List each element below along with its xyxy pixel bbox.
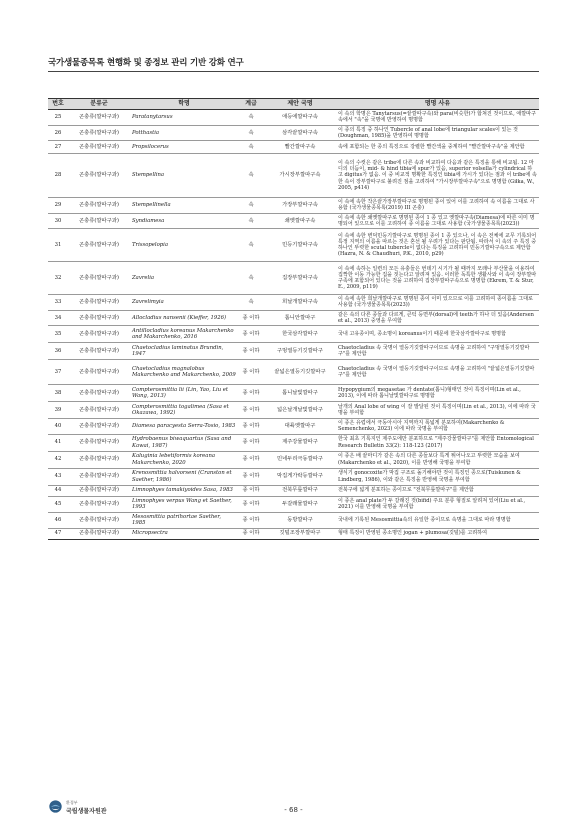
row-rank: 속 [238,125,264,141]
table-row [48,154,539,198]
table-row [48,402,539,419]
row-scientific-name: Diamesa paracyesta Serra-Tosio, 1983 [130,419,238,435]
row-taxon: 곤충류(깔따구과) [68,198,130,214]
row-taxon: 곤충류(깔따구과) [68,125,130,141]
row-number: 25 [48,110,68,126]
row-proposed-name: 구멍열등기깃깔따구 [264,343,336,360]
row-taxon: 곤충류(깔따구과) [68,154,130,198]
table-row [48,485,539,496]
row-number: 35 [48,326,68,343]
naming-table [48,98,539,540]
row-reason: 이 속에 속한 쇄옛깔따구로 명명된 종이 1 종 있고 옛깔따구속(Diamesa)에 따른 이미 명명되어 있으므로 이를 고려하여 종 이름을 그대로 사용함 (국가생물종목록(2023)) [336,213,539,229]
table-row [48,198,539,214]
row-number: 29 [48,198,68,214]
row-proposed-name: 집장부깔따구속 [264,262,336,295]
row-number: 45 [48,496,68,512]
row-scientific-name: Zavrelimyia [130,295,238,311]
row-rank: 속 [238,295,264,311]
table-row [48,213,539,229]
row-proposed-name: 삼각끝깔따구속 [264,125,336,141]
table-row [48,125,539,141]
row-rank: 종 이하 [238,326,264,343]
row-proposed-name: 제주강물깔따구 [264,434,336,451]
row-reason: 한국 최초 기록지인 제주도에만 분포하므로 "제주강물깔따구"를 제안함 Entomological Research Bulletin 33(2): 118-123 (2017) [336,434,539,451]
row-reason: 형태 특징이 반영된 종소명인 jogan + plumosa(깃털)를 고려하여 [336,528,539,539]
table-row [48,468,539,485]
row-taxon: 곤충류(깔따구과) [68,434,130,451]
row-proposed-name: 동방깔따구 [264,512,336,528]
header-divider [48,71,539,72]
row-reason: 속에 포함되는 한 종의 특징으로 강렬한 빨간색을 중계하여 "빨간깔따구속"을 제안함 [336,141,539,154]
row-scientific-name: Syndiamesa [130,213,238,229]
row-taxon: 곤충류(깔따구과) [68,451,130,468]
running-header: 국가생물종목록 현행화 및 종정보 관리 기반 강화 연구 [48,58,244,68]
row-scientific-name: Krenosmittia halvorseni (Cranston et Saether, 1986) [130,468,238,485]
row-scientific-name: Trissopelopia [130,229,238,262]
row-rank: 속 [238,141,264,154]
row-scientific-name: Mesosmittia patrihortae Saether, 1985 [130,512,238,528]
row-taxon: 곤충류(깔따구과) [68,213,130,229]
row-rank: 종 이하 [238,385,264,402]
row-number: 28 [48,154,68,198]
row-reason: 이 종은 유럽에서 극동아시아 지역까지 폭넓게 분포하여(Makarchenko & Semenchenko, 2023) 이에 따라 국명을 부여함 [336,419,539,435]
row-reason: Hypopygium의 megasetae 가 dentate(톱니)형태인 것이 특징이며(Lin et al., 2013), 이에 따라 톱니날빛깔따구로 명명함 [336,385,539,402]
page-number: - 68 - [284,806,303,814]
table-row [48,512,539,528]
row-proposed-name: 한국삼각깔따구 [264,326,336,343]
row-proposed-name: 넓은날개날빛깔따구 [264,402,336,419]
row-rank: 종 이하 [238,485,264,496]
row-rank: 종 이하 [238,419,264,435]
row-rank: 종 이하 [238,451,264,468]
row-rank: 종 이하 [238,402,264,419]
table-row [48,310,539,326]
row-proposed-name: 가장부깔따구속 [264,198,336,214]
row-proposed-name: 쇄옛깔따구속 [264,213,336,229]
row-number: 41 [48,434,68,451]
row-taxon: 곤충류(깔따구과) [68,360,130,385]
row-number: 30 [48,213,68,229]
row-number: 38 [48,385,68,402]
row-number: 33 [48,295,68,311]
row-scientific-name: Compterosmittia lii (Lin, Yao, Liu et Wang, 2013) [130,385,238,402]
table-row [48,262,539,295]
row-proposed-name: 희날개깔따구속 [264,295,336,311]
column-header-taxon: 분류군 [68,99,130,110]
row-proposed-name: 빨간깔따구속 [264,141,336,154]
table-row [48,295,539,311]
row-taxon: 곤충류(깔따구과) [68,496,130,512]
row-taxon: 곤충류(깔따구과) [68,110,130,126]
naming-table-container [48,98,539,540]
row-proposed-name: 막집게가락등깔따구 [264,468,336,485]
row-proposed-name: 깃털조장부깔따구 [264,528,336,539]
row-taxon: 곤충류(깔따구과) [68,326,130,343]
row-reason: Chaetocladius 속 국명이 열등기깃깔따구이므로 속명을 고려하여 "구멍열등기깃깔따구"를 제안함 [336,343,539,360]
row-proposed-name: 민네두리극동깔따구 [264,451,336,468]
row-number: 43 [48,468,68,485]
row-proposed-name: 가시장부깔따구속 [264,154,336,198]
row-proposed-name: 두갈래물깔따구 [264,496,336,512]
column-header-rank: 계급 [238,99,264,110]
row-scientific-name: Paratanytarsus [130,110,238,126]
row-rank: 종 이하 [238,528,264,539]
row-taxon: 곤충류(깔따구과) [68,229,130,262]
row-taxon: 곤충류(깔따구과) [68,141,130,154]
row-reason: 이 속에 속하는 일련의 모든 유충들은 번데기 시기가 될 때까지 모래나 부산물을 이용하여 집짝한 이동 가능한 집을 짓는다고 알려져 있음. 이러한 독특한 생활사와 이 속이 장부깔따구족에 포함되어 있다는 것을 고려하여 집장부깔따구속으로 명명함 (Ekrem, T. & Stur, E., 2009, p119) [336,262,539,295]
table-row [48,385,539,402]
row-proposed-name: 톱니안깔따구 [264,310,336,326]
row-scientific-name: Hydrobaenus biwaquartus (Sasa and Kawai, 1987) [130,434,238,451]
row-taxon: 곤충류(깔따구과) [68,295,130,311]
table-row [48,343,539,360]
row-reason: 이 종은 anal plate가 두 갈래진 것(bifid) 주요 분류 형질로 알려져 있어(Liu et al., 2021) 이를 반영해 국명을 부여함 [336,496,539,512]
row-scientific-name: Stempellinella [130,198,238,214]
row-scientific-name: Limnophyes tamakiyoides Sasa, 1983 [130,485,238,496]
column-header-no: 번호 [48,99,68,110]
column-header-proposed-name: 제안 국명 [264,99,336,110]
table-body [48,110,539,540]
row-rank: 종 이하 [238,434,264,451]
row-rank: 속 [238,198,264,214]
row-number: 46 [48,512,68,528]
row-taxon: 곤충류(깔따구과) [68,402,130,419]
row-rank: 종 이하 [238,310,264,326]
row-scientific-name: Chaetocladius magnalobus Makarchenko and Makarchenko, 2009 [130,360,238,385]
row-proposed-name: 대륙옛깔따구 [264,419,336,435]
row-number: 44 [48,485,68,496]
row-scientific-name: Limnophyes verpus Wang et Saether, 1993 [130,496,238,512]
row-scientific-name: Propsilocerus [130,141,238,154]
row-scientific-name: Zavrelia [130,262,238,295]
table-row [48,229,539,262]
row-rank: 종 이하 [238,343,264,360]
row-reason: 생식기 gonocoxite가 막집 구조로 돌기해야만 것이 특징인 종으로(Tuiskunen & Lindberg, 1986), 이와 같은 특징을 반영해 국명을 부여함 [336,468,539,485]
row-rank: 종 이하 [238,496,264,512]
row-taxon: 곤충류(깔따구과) [68,528,130,539]
row-reason: Chaetocladius 속 국명이 열등기깃깔따구이므로 속명을 고려하여 "끝넓은열등기깃깔따구"를 제안함 [336,360,539,385]
row-scientific-name: Kaluginia lebetiformis koreana Makarchenko, 2020 [130,451,238,468]
table-row [48,451,539,468]
row-taxon: 곤충류(깔따구과) [68,512,130,528]
row-rank: 속 [238,154,264,198]
row-number: 39 [48,402,68,419]
row-reason: 날개의 Anal lobe of wing 이 잘 발달된 것이 특징이며(Lin et al., 2013), 이에 따라 국명을 부여함 [336,402,539,419]
row-number: 36 [48,343,68,360]
column-header-reason: 명명 사유 [336,99,539,110]
row-number: 31 [48,229,68,262]
row-taxon: 곤충류(깔따구과) [68,310,130,326]
row-reason: 이 속에 속한 작은끝가장부깔따구로 명명된 종이 있어 이를 고려하여 속 이름을 그대로 사용함 (국가생물종목록(2019) III 곤충) [336,198,539,214]
row-taxon: 곤충류(깔따구과) [68,419,130,435]
row-number: 27 [48,141,68,154]
row-number: 37 [48,360,68,385]
column-header-scientific-name: 학명 [130,99,238,110]
footer-institute-name: 국립생물자원관 [66,808,107,815]
row-rank: 속 [238,229,264,262]
table-header-row [48,99,539,110]
row-scientific-name: Compterosmittia togalimea (Sasa et Okazawa, 1992) [130,402,238,419]
row-rank: 종 이하 [238,468,264,485]
row-number: 42 [48,451,68,468]
footer-ministry-label: 환경부 [66,800,78,805]
table-row [48,141,539,154]
row-scientific-name: Stempellina [130,154,238,198]
row-number: 26 [48,125,68,141]
row-scientific-name: Allocladius nansenii (Kieffer, 1926) [130,310,238,326]
row-scientific-name: Chaetocladius laminatus Brundin, 1947 [130,343,238,360]
row-reason: 이 속의 학명은 Tanytarsus(=끝깔따구속)와 para(비슷한)가 합쳐진 것이므로, 애깔따구속에서 "속"을 국명에 반영하여 명명함 [336,110,539,126]
table-row [48,434,539,451]
row-scientific-name: Antillocladius koreanus Makarchenko and Makarchenko, 2016 [130,326,238,343]
row-rank: 종 이하 [238,360,264,385]
table-row [48,496,539,512]
row-number: 32 [48,262,68,295]
row-taxon: 곤충류(깔따구과) [68,262,130,295]
row-reason: 이 속에 속한 변덕민등기깔따구로 명명된 종이 1 종 있으나, 이 속은 전체에 교무 기록되어 특정 지역의 이름을 따르는 것은 혼선 될 우려가 있다는 판단됨. 따라서 이 속의 주 특징 중 하나인 뚜렷한 scutal tubercle이 없다는 특징을 고려하여 민등기깔따구속으로 제안함 (Hazra, N. & Chaudhuri, P.K., 2010, p29) [336,229,539,262]
row-proposed-name: 민등기깔따구속 [264,229,336,262]
table-row [48,110,539,126]
row-rank: 속 [238,110,264,126]
row-proposed-name: 끝넓은열등기깃깔따구 [264,360,336,385]
row-proposed-name: 애등에깔따구속 [264,110,336,126]
row-taxon: 곤충류(깔따구과) [68,468,130,485]
row-taxon: 곤충류(깔따구과) [68,385,130,402]
row-reason: 이 종은 배 끝마디가 같은 속의 다른 종들보다 특게 튀어나오고 뚜렷한 모습을 보여(Makarchenko et al., 2020), 이를 반영해 국명을 부여함 [336,451,539,468]
row-reason: 국내에 기록된 Mesosmittia속의 유일한 종이므로 속명을 그대로 따라 명명함 [336,512,539,528]
row-scientific-name: Potthastia [130,125,238,141]
table-row [48,528,539,539]
row-reason: 전북구에 넓게 분포하는 종이므로 "전북무릎깔따구"를 제안함 [336,485,539,496]
row-rank: 종 이하 [238,512,264,528]
row-number: 47 [48,528,68,539]
row-reason: 이 종의 특징 중 하나인 Tubercle of anal lobe에 triangular scales이 있는 것(Doughman, 1985)을 반영하여 명명함 [336,125,539,141]
row-reason: 이 속의 수컷은 같은 tribe에 다른 속과 비교하여 다음과 같은 특징을 통해 비교됨. 12 마디의 더듬이, mid- & hind tibia에 spur가 있음, superior volsella가 cylindrical 하고 digitus가 없음. 이 중 비교적 명확한 특징인 tibia에 가시가 있다는 점과 이 tribe에 속한 속이 장부깔따구로 불려진 점을 고려하여 "가시장부깔따구속"으로 명명함 (Giłka, W., 2005, p414) [336,154,539,198]
table-row [48,360,539,385]
row-scientific-name: Micropsectra [130,528,238,539]
row-taxon: 곤충류(깔따구과) [68,485,130,496]
row-rank: 속 [238,262,264,295]
row-number: 34 [48,310,68,326]
row-reason: 국내 고유종이며, 종소명이 koreanus이기 때문에 한국삼각깔따구로 명명함 [336,326,539,343]
row-number: 40 [48,419,68,435]
row-proposed-name: 전북무릎깔따구 [264,485,336,496]
table-row [48,419,539,435]
row-reason: 이 속에 속한 희날개깔따구로 명명된 종이 이미 있으므로 이를 고려하여 종이름을 그대로 사용함 (국가생물종목록(2023)) [336,295,539,311]
row-proposed-name: 톱니날빛깔따구 [264,385,336,402]
table-row [48,326,539,343]
row-taxon: 곤충류(깔따구과) [68,343,130,360]
row-reason: 같은 속의 다른 종들과 다르게, 큰턱 등면부(dorsal)에 teeth가 하나 더 있음(Andersen et al., 2013) 중영을 무여함 [336,310,539,326]
row-rank: 속 [238,213,264,229]
